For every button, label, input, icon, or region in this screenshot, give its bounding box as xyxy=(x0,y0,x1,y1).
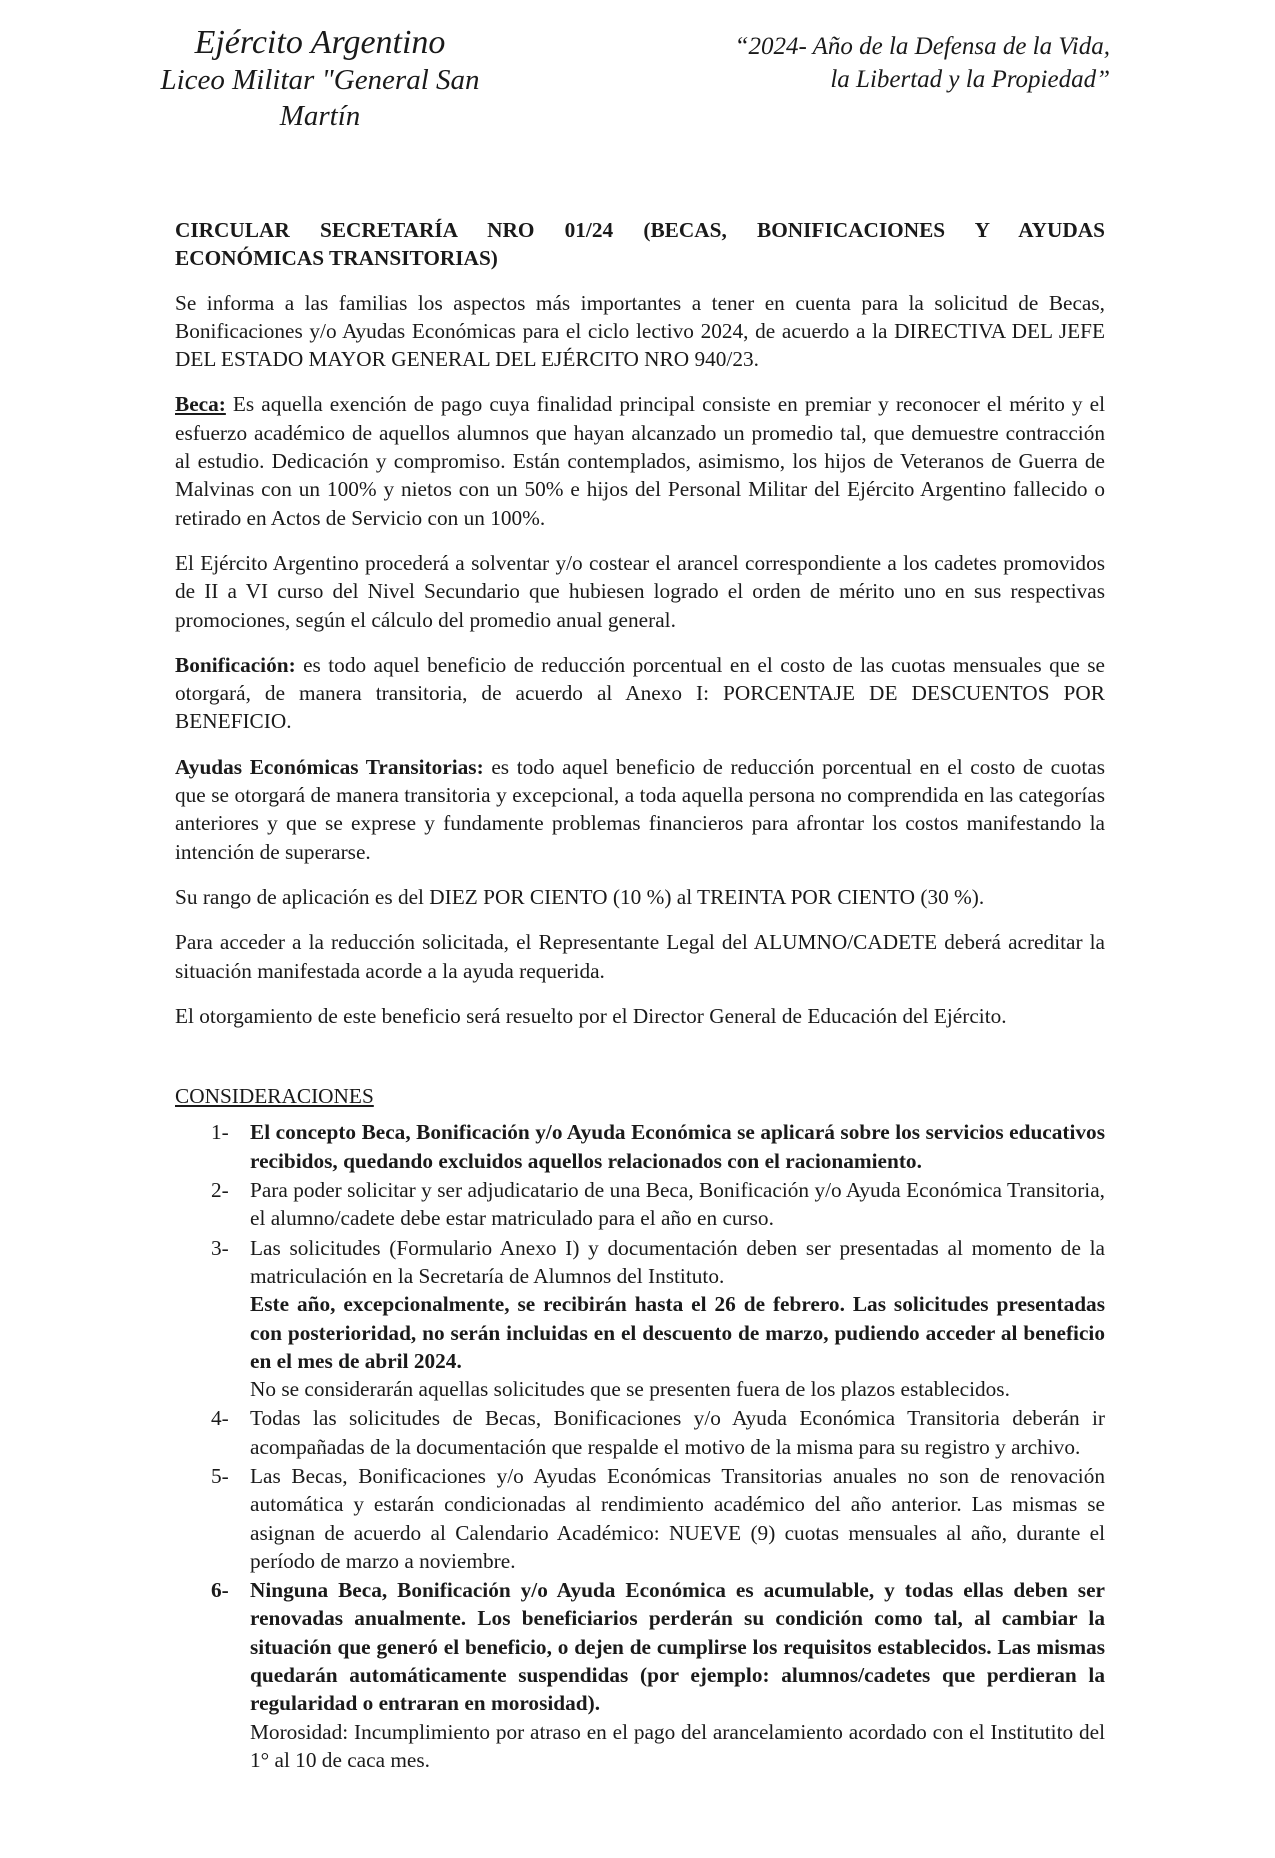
beca-definition: Es aquella exención de pago cuya finalidad principal consiste en premiar y reconocer el mérito y el esfuerzo académico de aquellos alumnos que hayan alcanzado un promedio tal, que demuestre contracción al estudio. Dedicación y compromiso. Están contemplados, asimismo, los hijos de Veteranos de Guerra de Malvinas con un 100% y nietos con un 50% e hijos del Personal Militar del Ejército Argentino fallecido o retirado en Actos de Servicio con un 100%. xyxy=(175,392,1105,530)
motto-line-1: “2024- Año de la Defensa de la Vida, xyxy=(734,33,1110,60)
institution-header xyxy=(140,22,500,134)
item-number: 2- xyxy=(211,1178,229,1203)
title-line-1: CIRCULAR SECRETARÍA NRO 01/24 (BECAS, BONIFICACIONES Y AYUDAS xyxy=(175,218,1105,242)
item-text: Las Becas, Bonificaciones y/o Ayudas Económicas Transitorias anuales no son de renovación automática y estarán condicionadas al rendimiento académico del año anterior. Las mismas se asignan de acuerdo al Calendario Académico: NUEVE (9) cuotas mensuales al año, durante el período de marzo a noviembre. xyxy=(250,1463,1105,1573)
item-number: 6- xyxy=(211,1578,229,1603)
consideration-item xyxy=(175,1462,1105,1575)
circular-title xyxy=(175,216,1105,273)
year-motto xyxy=(690,30,1110,96)
item-text: Para poder solicitar y ser adjudicatario de una Beca, Bonificación y/o Ayuda Económica Transitoria, el alumno/cadete debe estar matriculado para el año en curso. xyxy=(250,1178,1105,1231)
consideration-item xyxy=(175,1576,1105,1774)
intro-paragraph: Se informa a las familias los aspectos más importantes a tener en cuenta para la solicitud de Becas, Bonificaciones y/o Ayudas Económicas para el ciclo lectivo 2024, de acuerdo a la DIRECTIVA DEL JEFE DEL ESTADO MAYOR GENERAL DEL EJÉRCITO NRO 940/23. xyxy=(175,290,1105,372)
item-number: 1- xyxy=(211,1120,229,1145)
item-text: Todas las solicitudes de Becas, Bonificaciones y/o Ayuda Económica Transitoria deberán ir acompañadas de la documentación que respalde el motivo de la misma para su registro y archivo. xyxy=(250,1406,1105,1459)
rango-paragraph: Su rango de aplicación es del DIEZ POR CIENTO (10 %) al TREINTA POR CIENTO (30 %). xyxy=(175,884,985,909)
consideration-item xyxy=(175,1404,1105,1461)
considerations-list xyxy=(175,1118,1105,1774)
otorgamiento-paragraph: El otorgamiento de este beneficio será resuelto por el Director General de Educación del Ejército. xyxy=(175,1003,1007,1028)
bonificacion-paragraph xyxy=(175,651,1105,736)
ayudas-paragraph xyxy=(175,753,1105,866)
consideration-item xyxy=(175,1118,1105,1175)
item-deadline-notice: Este año, excepcionalmente, se recibirán hasta el 26 de febrero. Las solicitudes presentadas con posterioridad, no serán incluidas en el descuento de marzo, pudiendo acceder al beneficio en el mes de abril 2024. xyxy=(250,1292,1105,1373)
item-extra-note: No se considerarán aquellas solicitudes que se presenten fuera de los plazos establecidos. xyxy=(250,1377,1010,1402)
item-text: Las solicitudes (Formulario Anexo I) y documentación deben ser presentadas al momento de la matriculación en la Secretaría de Alumnos del Instituto. xyxy=(250,1235,1105,1288)
school-name: Liceo Militar "General San Martín xyxy=(160,64,480,132)
beca-term: Beca: xyxy=(175,392,226,417)
army-name: Ejército Argentino xyxy=(194,24,446,61)
morosidad-note: Morosidad: Incumplimiento por atraso en el pago del arancelamiento acordado con el Institutito del 1° al 10 de caca mes. xyxy=(250,1719,1105,1772)
ejercito-paragraph: El Ejército Argentino procederá a solventar y/o costear el arancel correspondiente a los cadetes promovidos de II a VI curso del Nivel Secundario que hubiesen logrado el orden de mérito uno en sus respectivas promociones, según el cálculo del promedio anual general. xyxy=(175,550,1105,632)
item-bold-text: Ninguna Beca, Bonificación y/o Ayuda Económica es acumulable, y todas ellas deben ser renovadas anualmente. Los beneficiarios perderán su condición como tal, al cambiar la situación que generó el beneficio, o dejen de cumplirse los requisitos establecidos. Las mismas quedarán automáticamente suspendidas (por ejemplo: alumnos/cadetes que perdieran la regularidad o entraran en morosidad). xyxy=(250,1578,1105,1716)
bonificacion-definition: es todo aquel beneficio de reducción porcentual en el costo de las cuotas mensuales que se otorgará, de manera transitoria, de acuerdo al Anexo I: PORCENTAJE DE DESCUENTOS POR BENEFICIO. xyxy=(175,652,1105,734)
item-number: 4- xyxy=(211,1406,229,1431)
item-number: 3- xyxy=(211,1235,229,1260)
title-line-2: ECONÓMICAS TRANSITORIAS) xyxy=(175,246,498,271)
ayudas-term: Ayudas Económicas Transitorias: xyxy=(175,754,484,779)
item-number: 5- xyxy=(211,1463,229,1488)
consideration-item xyxy=(175,1234,1105,1404)
document-body xyxy=(175,216,1105,1775)
bonificacion-term: Bonificación: xyxy=(175,652,296,677)
acceder-paragraph: Para acceder a la reducción solicitada, el Representante Legal del ALUMNO/CADETE deberá acreditar la situación manifestada acorde a la ayuda requerida. xyxy=(175,930,1105,983)
consideration-item xyxy=(175,1176,1105,1233)
item-bold-text: El concepto Beca, Bonificación y/o Ayuda Económica se aplicará sobre los servicios educativos recibidos, quedando excluidos aquellos relacionados con el racionamiento. xyxy=(250,1120,1105,1173)
beca-paragraph xyxy=(175,390,1105,531)
considerations-heading: CONSIDERACIONES xyxy=(175,1084,374,1109)
motto-line-2: la Libertad y la Propiedad” xyxy=(830,66,1110,93)
ayudas-definition: es todo aquel beneficio de reducción porcentual en el costo de cuotas que se otorgará de manera transitoria y excepcional, a toda aquella persona no comprendida en las categorías anteriores y que se exprese y fundamente problemas financieros para afrontar los costos manifestando la intención de superarse. xyxy=(175,754,1106,864)
